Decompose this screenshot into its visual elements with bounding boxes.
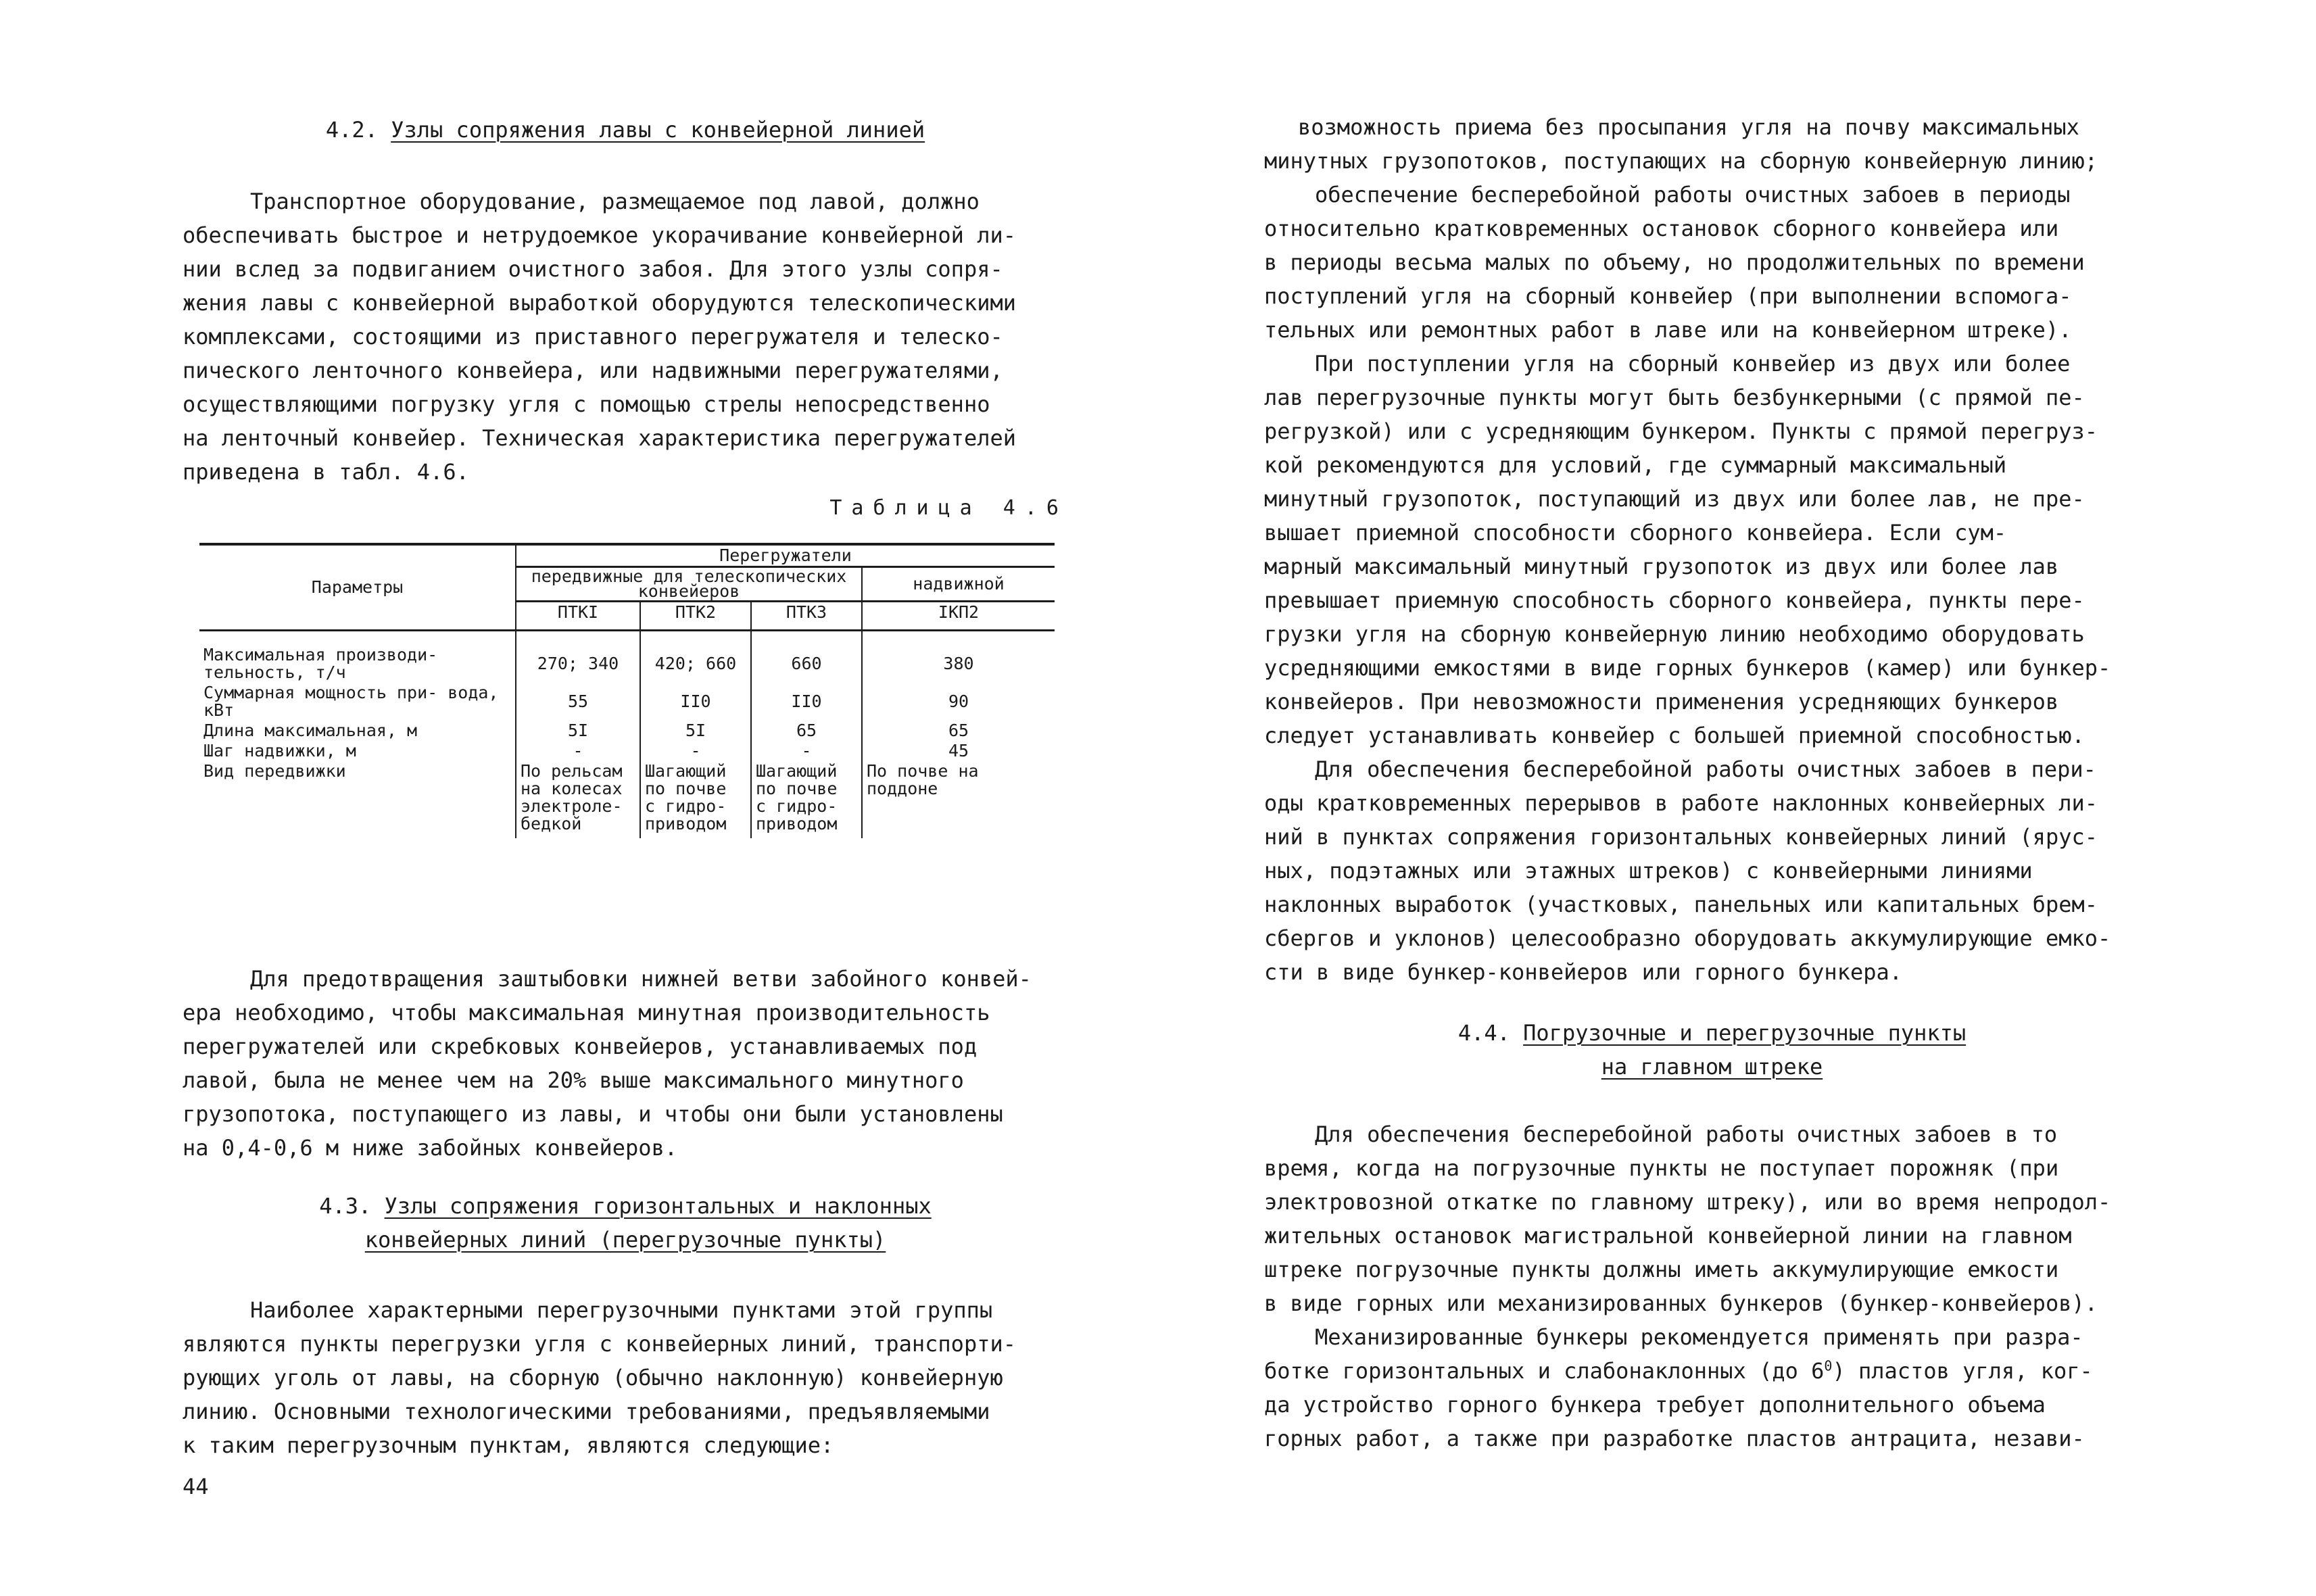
value-cell: II0 [640, 683, 751, 721]
text-line: осуществляющими погрузку угля с помощью стрелы непосредственно [183, 391, 990, 417]
text-line: минутный грузопоток, поступающий из двух или более лав, не пре- [1264, 486, 2085, 512]
section-title: конвейерных линий (перегрузочные пункты) [364, 1227, 886, 1253]
param-cell: Вид передвижки [203, 761, 346, 781]
text-line: жительных остановок магистральной конвейерной линии на главном [1264, 1223, 2072, 1249]
section-4-3-heading-line2 [183, 1226, 1068, 1253]
value-cell: 90 [862, 683, 1055, 721]
text-line: обеспечивать быстрое и нетрудоемкое укорачивание конвейерной ли- [183, 222, 1016, 248]
text-line: Для обеспечения бесперебойной работы очистных забоев в то [1315, 1121, 2058, 1147]
table-row [199, 631, 1055, 683]
value-cell: Шагающий по почве с гидро- приводом [640, 761, 751, 838]
table-row [199, 741, 1055, 761]
model-header: ПТКI [516, 602, 640, 631]
text-line: вышает приемной способности сборного конвейера. Если сум- [1264, 520, 2007, 546]
left-page [183, 0, 1068, 1596]
text-line: сбергов и уклонов) целесообразно оборудовать аккумулирующие емко- [1264, 925, 2111, 951]
text-line: ний в пунктах сопряжения горизонтальных конвейерных линий (ярус- [1264, 824, 2098, 850]
section-title: Узлы сопряжения лавы с конвейерной линией [391, 117, 925, 143]
section-number: 4.2. [325, 117, 378, 143]
text-line: обеспечение бесперебойной работы очистных забоев в периоды [1315, 182, 2071, 208]
text-line: ботке горизонтальных и слабонаклонных (до $6^0$) пластов угля, ког- [1264, 1357, 2093, 1384]
section-4-3-heading [183, 1192, 1068, 1219]
section-4-4-heading-line2 [1264, 1053, 2160, 1080]
value-cell: - [516, 741, 640, 761]
text-line: Для предотвращения заштыбовки нижней ветви забойного конвей- [250, 966, 1032, 992]
value-cell: 55 [516, 683, 640, 721]
param-cell: Длина максимальная, м [203, 721, 418, 740]
text-line: Наиболее характерными перегрузочными пунктами этой группы [250, 1297, 993, 1323]
header-slide: надвижной [862, 567, 1055, 602]
value-cell: 660 [751, 631, 862, 683]
value-cell: 270; 340 [516, 631, 640, 683]
section-4-4-heading [1264, 1019, 2160, 1046]
value-cell: 45 [862, 741, 1055, 761]
model-header: IКП2 [862, 602, 1055, 631]
text-line: горных работ, а также при разработке пластов антрацита, незави- [1264, 1426, 2085, 1451]
text-line: наклонных выработок (участковых, панельных или капитальных брем- [1264, 892, 2098, 917]
header-group: Перегружатели [516, 544, 1055, 567]
text-line: время, когда на погрузочные пункты не поступает порожняк (при [1264, 1155, 2059, 1181]
header-mobile: передвижные для телескопических конвейеров [516, 567, 862, 602]
text-line: лавой, была не менее чем на 20% выше максимального минутного [183, 1067, 964, 1093]
text-line: Для обеспечения бесперебойной работы очистных забоев в пери- [1315, 756, 2096, 782]
value-cell: - [640, 741, 751, 761]
section-title: Погрузочные и перегрузочные пункты [1523, 1020, 1967, 1046]
text-line: грузки угля на сборную конвейерную линию необходимо оборудовать [1264, 621, 2085, 647]
text-line: да устройство горного бункера требует дополнительного объема [1264, 1392, 2046, 1418]
text-line: сти в виде бункер-конвейеров или горного бункера. [1264, 959, 1903, 985]
text-line: являются пункты перегрузки угля с конвейерных линий, транспорти- [183, 1331, 1016, 1357]
value-cell: 65 [862, 721, 1055, 741]
table-row [199, 761, 1055, 838]
text-line: марный максимальный минутный грузопоток из двух или более лав [1264, 554, 2059, 579]
section-4-2-heading [183, 116, 1068, 143]
section-number: 4.3. [319, 1193, 372, 1219]
value-cell: По почве на поддоне [862, 761, 1055, 838]
param-cell: Максимальная производи- тельность, т/ч [203, 645, 438, 682]
table-row [199, 721, 1055, 741]
table-caption: Таблица 4.6 [829, 496, 1068, 520]
page-number: 44 [183, 1474, 209, 1499]
section-title: на главном штреке [1601, 1054, 1823, 1080]
text-line: поступлений угля на сборный конвейер (при выполнении вспомога- [1264, 283, 2072, 309]
text-line: кой рекомендуются для условий, где суммарный максимальный [1264, 452, 2007, 478]
text-line: пического ленточного конвейера, или надвижными перегружателями, [183, 358, 1003, 383]
text-line: комплексами, состоящими из приставного перегружателя и телеско- [183, 324, 1003, 349]
text-line: в периоды весьма малых по объему, но продолжительных по времени [1264, 249, 2085, 275]
text-line: Транспортное оборудование, размещаемое под лавой, должно [250, 189, 980, 214]
text-line: грузопотока, поступающего из лавы, и чтобы они были установлены [183, 1101, 1003, 1127]
text-line: конвейеров. При невозможности применения усредняющих бункеров [1264, 689, 2059, 715]
text-line: электровозной откатке по главному штреку), или во время непродол- [1264, 1189, 2111, 1215]
right-page [1264, 0, 2160, 1596]
text-line: тельных или ремонтных работ в лаве или на конвейерном штреке). [1264, 317, 2072, 343]
text-line: следует устанавливать конвейер с большей приемной способностью. [1264, 723, 2085, 748]
value-cell: По рельсам на колесах электроле- бедкой [516, 761, 640, 838]
text-line: При поступлении угля на сборный конвейер из двух или более [1315, 351, 2071, 377]
text-line: оды кратковременных перерывов в работе наклонных конвейерных ли- [1264, 790, 2098, 816]
text-line: нии вслед за подвиганием очистного забоя. Для этого узлы сопря- [183, 256, 1003, 282]
section-title: Узлы сопряжения горизонтальных и наклонных [384, 1193, 932, 1219]
text-line: регрузкой) или с усредняющим бункером. Пункты с прямой перегруз- [1264, 418, 2098, 444]
text-line: минутных грузопотоков, поступающих на сборную конвейерную линию; [1264, 148, 2098, 174]
text-line: приведена в табл. 4.6. [183, 459, 469, 485]
text-line: лав перегрузочные пункты могут быть безбункерными (с прямой пе- [1264, 385, 2085, 410]
model-header: ПТК3 [751, 602, 862, 631]
text-line: превышает приемную способность сборного конвейера, пункты пере- [1264, 587, 2085, 613]
text-line: усредняющими емкостями в виде горных бункеров (камер) или бункер- [1264, 655, 2111, 681]
param-cell: Шаг надвижки, м [203, 741, 356, 760]
text-line: к таким перегрузочным пунктам, являются следующие: [183, 1432, 834, 1458]
text-line: рующих уголь от лавы, на сборную (обычно наклонную) конвейерную [183, 1365, 1003, 1391]
text-line: жения лавы с конвейерной выработкой оборудуются телескопическими [183, 290, 1016, 316]
text-line: возможность приема без просыпания угля на почву максимальных [1298, 114, 2079, 140]
text-line: штреке погрузочные пункты должны иметь аккумулирующие емкости [1264, 1257, 2059, 1282]
section-number: 4.4. [1457, 1020, 1510, 1046]
value-cell: 65 [751, 721, 862, 741]
text-line: перегружателей или скребковых конвейеров, устанавливаемых под [183, 1034, 978, 1059]
text-line: на 0,4-0,6 м ниже забойных конвейеров. [183, 1135, 678, 1161]
text-line: на ленточный конвейер. Техническая характеристика перегружателей [183, 425, 1016, 451]
text-line: ных, подэтажных или этажных штреков) с конвейерными линиями [1264, 858, 2033, 884]
table-row [199, 683, 1055, 721]
text-line: Механизированные бункеры рекомендуется применять при разра- [1315, 1324, 2083, 1350]
value-cell: Шагающий по почве с гидро- приводом [751, 761, 862, 838]
header-params: Параметры [199, 544, 516, 631]
spec-table [199, 543, 1055, 838]
value-cell: 420; 660 [640, 631, 751, 683]
text-line: в виде горных или механизированных бункеров (бункер-конвейеров). [1264, 1290, 2098, 1316]
value-cell: - [751, 741, 862, 761]
text-line: относительно кратковременных остановок сборного конвейера или [1264, 216, 2059, 241]
value-cell: 5I [516, 721, 640, 741]
text-line: ера необходимо, чтобы максимальная минутная производительность [183, 1000, 990, 1025]
value-cell: 5I [640, 721, 751, 741]
param-cell: Суммарная мощность при- вода, кВт [203, 683, 499, 720]
text-line: линию. Основными технологическими требованиями, предъявляемыми [183, 1399, 990, 1424]
value-cell: II0 [751, 683, 862, 721]
model-header: ПТК2 [640, 602, 751, 631]
value-cell: 380 [862, 631, 1055, 683]
